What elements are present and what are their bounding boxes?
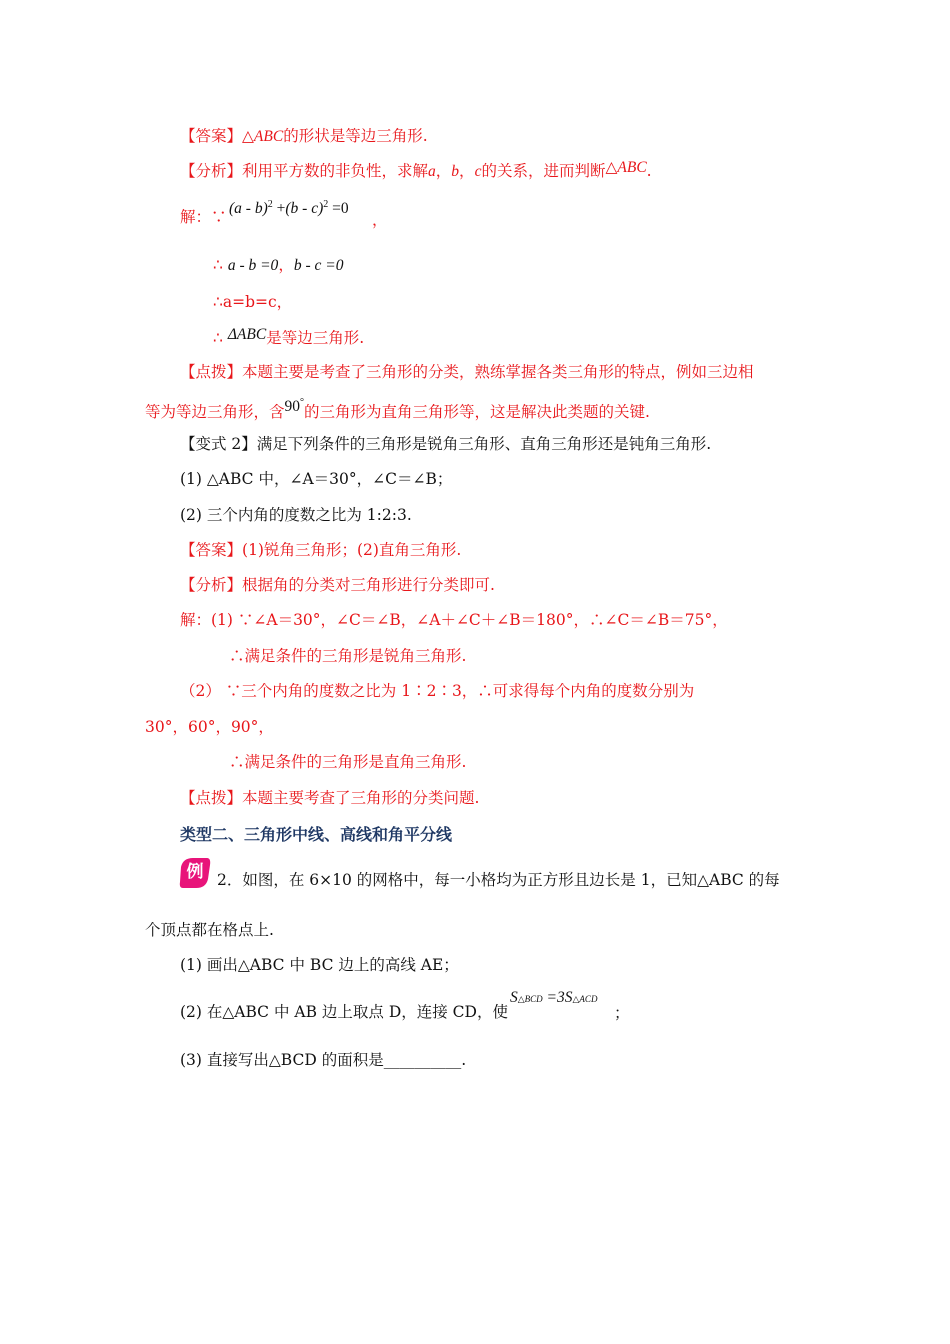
answer-blank[interactable]: __________	[383, 1051, 462, 1069]
step-1	[213, 255, 343, 276]
tip-text: 本题主要考查了三角形的分类问题.	[242, 789, 480, 807]
variant2-q1: (1) △ABC 中，∠A＝30°，∠C＝∠B；	[180, 470, 453, 488]
eq-term-2: (b - c)	[285, 200, 324, 218]
q3-end: .	[461, 1051, 467, 1069]
tip-text-1: 本题主要是考查了三角形的分类，熟练掌握各类三角形的特点，例如三边相	[242, 363, 754, 381]
area-symbol: S	[510, 989, 518, 1006]
therefore-symbol: ∴	[213, 329, 223, 347]
answer-tag: 【答案】	[180, 127, 243, 145]
eq-plus: +	[276, 200, 286, 218]
period: .	[646, 162, 652, 180]
tip-line-1	[180, 362, 754, 382]
example2-q2	[180, 1002, 508, 1022]
equation	[229, 195, 349, 219]
answer-line	[180, 126, 428, 147]
var-b: b	[451, 163, 460, 180]
variant2-tip	[180, 788, 479, 808]
analysis-tag: 【分析】	[180, 162, 243, 180]
variant2-solution-1-conclusion: ∴满足条件的三角形是锐角三角形.	[229, 647, 467, 665]
step1-math-b: b - c =0	[293, 257, 344, 274]
step3-triangle: ΔABC	[227, 326, 267, 343]
area-equation	[510, 988, 597, 1009]
analysis-text: 根据角的分类对三角形进行分类即可.	[242, 576, 495, 594]
analysis-line	[180, 161, 652, 182]
example2-q3	[180, 1050, 466, 1070]
step-3	[213, 328, 364, 349]
step1-comma: ，	[278, 256, 294, 274]
variant2-answer	[180, 540, 461, 560]
variant2-q2: (2) 三个内角的度数之比为 1:2:3.	[180, 506, 412, 524]
step1-math-a: a - b =0	[227, 257, 279, 274]
answer-text: 的形状是等边三角形.	[283, 127, 428, 145]
analysis-tag: 【分析】	[180, 576, 243, 594]
example-badge	[177, 855, 213, 891]
variant2-analysis	[180, 575, 495, 595]
tip-degree-value: 90	[284, 398, 301, 416]
separator: ，	[459, 162, 475, 180]
eq-term-1: (a - b)	[229, 200, 268, 218]
solution-line	[180, 207, 227, 227]
area-subscript-acd: △ACD	[572, 994, 598, 1004]
area-equals: =3S	[546, 989, 573, 1006]
solution-label: 解：∵	[180, 208, 227, 226]
variant2-solution-2: （2） ∵三个内角的度数之比为 1∶2∶3，∴可求得每个内角的度数分别为	[180, 682, 695, 700]
step3-text: 是等边三角形.	[266, 329, 365, 347]
var-c: c	[474, 163, 482, 180]
eq-zero: =0	[332, 200, 349, 218]
eq-exponent-1: 2	[267, 199, 273, 210]
eq-comma: ，	[372, 211, 388, 229]
analysis-text-b: 的关系，进而判断	[481, 162, 606, 180]
tip-tag: 【点拨】	[180, 363, 243, 381]
step-2: ∴a=b=c，	[213, 293, 293, 311]
tip-degree	[285, 398, 305, 415]
separator: ，	[435, 162, 452, 180]
analysis-triangle: △ABC	[605, 159, 647, 176]
q3-text: (3) 直接写出△BCD 的面积是	[180, 1051, 384, 1069]
example-badge-label: 例	[186, 862, 204, 882]
section-heading: 类型二、三角形中线、高线和角平分线	[180, 825, 453, 844]
tip-text-2b: 的三角形为直角三角形等，这是解决此类题的关键.	[304, 403, 650, 422]
analysis-text-a: 利用平方数的非负性，求解	[242, 162, 429, 180]
var-a: a	[428, 163, 436, 180]
tip-tag: 【点拨】	[180, 789, 243, 807]
area-subscript-bcd: △BCD	[517, 994, 543, 1004]
answer-triangle: △ABC	[242, 128, 284, 145]
q2-text: (2) 在△ABC 中 AB 边上取点 D，连接 CD，使	[180, 1003, 508, 1021]
variant2-solution-2-values: 30°，60°，90°，	[145, 718, 274, 736]
answer-text: (1)锐角三角形；(2)直角三角形.	[242, 541, 462, 559]
example2-line-1: 2．如图，在 6×10 的网格中，每一小格均为正方形且边长是 1，已知△ABC 的每	[217, 871, 780, 889]
variant2-solution-2-conclusion: ∴满足条件的三角形是直角三角形.	[229, 753, 467, 771]
tip-text-2a: 等为等边三角形，含	[145, 403, 285, 422]
eq-exponent-2: 2	[323, 199, 329, 210]
therefore-symbol: ∴	[213, 256, 223, 274]
answer-tag: 【答案】	[180, 541, 243, 559]
example2-q1: (1) 画出△ABC 中 BC 边上的高线 AE；	[180, 956, 459, 974]
q2-end: ；	[614, 1004, 630, 1022]
example2-line-2: 个顶点都在格点上.	[145, 921, 274, 939]
variant2-solution-1: 解：(1) ∵∠A＝30°，∠C＝∠B，∠A＋∠C＋∠B＝180°，∴∠C＝∠B＝75°，	[180, 611, 728, 629]
degree-mark: °	[300, 397, 305, 408]
tip-line-2	[145, 399, 650, 423]
variant2-title: 【变式 2】满足下列条件的三角形是锐角三角形、直角三角形还是钝角三角形.	[180, 435, 712, 453]
